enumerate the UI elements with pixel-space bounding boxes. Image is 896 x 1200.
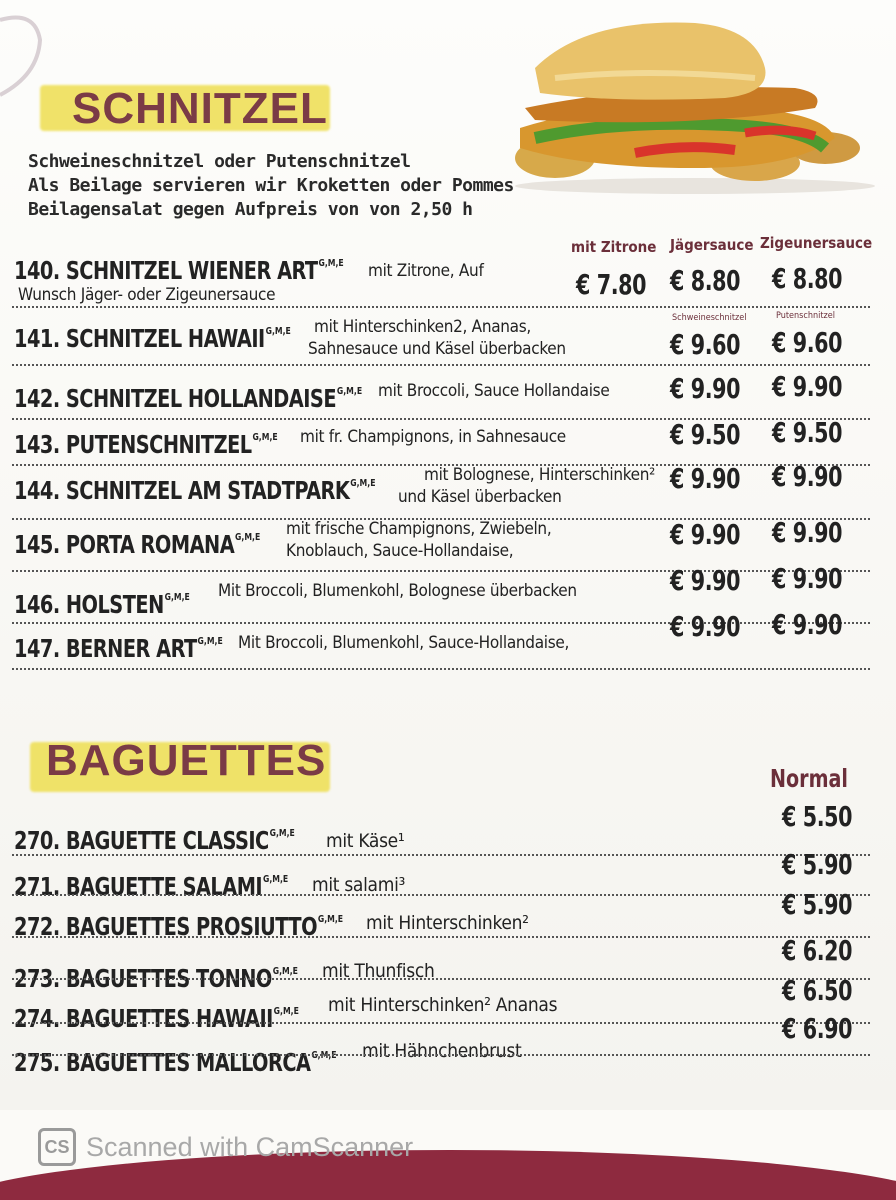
- dotted-leader: [12, 668, 870, 670]
- price-puten: € 9.90: [772, 460, 843, 493]
- price-puten: € 9.60: [772, 326, 843, 359]
- item-desc: Wunsch Jäger- oder Zigeunersauce: [18, 285, 276, 305]
- item-name: 274. BAGUETTES $HAWAII^{G,M,E}$: [14, 1004, 299, 1033]
- watermark-text: Scanned with CamScanner: [86, 1131, 414, 1162]
- item-name: 271. BAGUETTE $SALAMI^{G,M,E}$: [14, 872, 289, 901]
- subhead-schweineschnitzel: Schweineschnitzel: [672, 313, 747, 323]
- price-normal: € 5.90: [782, 848, 853, 881]
- item-desc: mit Bolognese, Hinterschinken²: [424, 465, 656, 485]
- item-desc: Sahnesauce und Käsel überbacken: [308, 339, 566, 359]
- item-desc: mit Hähnchenbrust: [362, 1040, 522, 1062]
- item-name: 141. SCHNITZEL $HAWAII^{G,M,E}$: [14, 324, 291, 353]
- item-name: 275. BAGUETTES $MALLORCA^{G,M,E}$: [14, 1048, 337, 1077]
- dotted-leader: [12, 306, 870, 308]
- menu-item-271: [12, 848, 870, 901]
- item-desc: Mit Broccoli, Blumenkohl, Sauce-Hollandaise,: [238, 633, 570, 653]
- menu-item-142: [12, 366, 870, 420]
- price-normal: € 6.20: [782, 934, 853, 967]
- price-zitrone: € 7.80: [576, 268, 647, 301]
- price-schwein: € 9.90: [670, 564, 741, 597]
- price-puten: € 9.90: [772, 608, 843, 641]
- price-jaeger: € 8.80: [670, 264, 741, 297]
- col-mit-zitrone: mit Zitrone: [571, 238, 657, 256]
- intro-line: Als Beilage servieren wir Kroketten oder Pommes: [28, 175, 514, 196]
- item-desc: mit Hinterschinken2, Ananas,: [314, 317, 531, 337]
- menu-item-272: [12, 888, 870, 941]
- menu-item-270: [12, 800, 870, 856]
- dotted-leader: [12, 1054, 870, 1056]
- item-desc: mit Hinterschinken²: [366, 912, 529, 934]
- item-desc: mit Broccoli, Sauce Hollandaise: [378, 381, 610, 401]
- item-desc: mit Käse¹: [326, 830, 405, 852]
- col-normal: Normal: [770, 764, 848, 793]
- item-desc: mit Zitrone, Auf: [368, 261, 484, 281]
- col-jaegersauce: Jägersauce: [670, 236, 754, 254]
- item-desc: mit fr. Champignons, in Sahnesauce: [300, 427, 566, 447]
- item-name: 143. $PUTENSCHNITZEL^{G,M,E}$: [14, 430, 278, 459]
- price-puten: € 9.50: [772, 416, 843, 449]
- menu-item-147: [12, 608, 870, 670]
- item-desc: Mit Broccoli, Blumenkohl, Bolognese überbacken: [218, 581, 577, 601]
- menu-item-141: [12, 310, 870, 366]
- camscanner-logo-icon: CS: [38, 1128, 76, 1166]
- menu-item-143: [12, 416, 870, 466]
- price-schwein: € 9.90: [670, 518, 741, 551]
- item-desc: und Käsel überbacken: [398, 487, 562, 507]
- item-desc: mit Thunfisch: [322, 960, 435, 982]
- item-name: 144. SCHNITZEL AM $STADTPARK^{G,M,E}$: [14, 476, 376, 505]
- price-normal: € 5.90: [782, 888, 853, 921]
- price-schwein: € 9.90: [670, 610, 741, 643]
- item-desc: mit Hinterschinken² Ananas: [328, 994, 558, 1016]
- price-normal: € 6.90: [782, 1012, 853, 1045]
- price-schwein: € 9.90: [670, 462, 741, 495]
- intro-line: Beilagensalat gegen Aufpreis von von 2,50 h: [28, 199, 473, 220]
- menu-item-140: [12, 250, 870, 308]
- item-name: 272. BAGUETTES $PROSIUTTO^{G,M,E}$: [14, 912, 344, 941]
- item-name: 145. PORTA $ROMANA^{G,M,E}$: [14, 530, 261, 559]
- item-name: 146. $HOLSTEN^{G,M,E}$: [14, 590, 190, 619]
- item-desc: Knoblauch, Sauce-Hollandaise,: [286, 541, 514, 561]
- schnitzel-title: SCHNITZEL: [72, 84, 328, 133]
- item-name: 140. SCHNITZEL WIENER $ART^{G,M,E}$: [14, 256, 344, 285]
- price-schwein: € 9.60: [670, 328, 741, 361]
- menu-item-146: [12, 562, 870, 624]
- price-puten: € 9.90: [772, 516, 843, 549]
- menu-item-145: [12, 516, 870, 572]
- price-schwein: € 9.50: [670, 418, 741, 451]
- col-zigeunersauce: Zigeunersauce: [760, 234, 873, 252]
- price-normal: € 6.50: [782, 974, 853, 1007]
- item-name: 147. BERNER $ART^{G,M,E}$: [14, 634, 223, 663]
- item-desc: mit frische Champignons, Zwiebeln,: [286, 519, 552, 539]
- item-name: 270. BAGUETTE $CLASSIC^{G,M,E}$: [14, 826, 295, 855]
- menu-item-144: [12, 460, 870, 520]
- schnitzel-sandwich-image: [495, 8, 885, 198]
- item-desc: mit salami³: [312, 874, 406, 896]
- price-zigeuner: € 8.80: [772, 262, 843, 295]
- baguettes-title: BAGUETTES: [46, 736, 327, 785]
- schnitzel-intro: [28, 150, 514, 222]
- price-normal: € 5.50: [782, 800, 853, 833]
- price-schwein: € 9.90: [670, 372, 741, 405]
- price-puten: € 9.90: [772, 370, 843, 403]
- camscanner-watermark: [38, 1128, 413, 1166]
- intro-line: Schweineschnitzel oder Putenschnitzel: [28, 151, 411, 172]
- subhead-putenschnitzel: Putenschnitzel: [776, 311, 835, 321]
- price-puten: € 9.90: [772, 562, 843, 595]
- item-name: 273. BAGUETTES $TONNO^{G,M,E}$: [14, 964, 298, 993]
- item-name: 142. SCHNITZEL $HOLLANDAISE^{G,M,E}$: [14, 384, 363, 413]
